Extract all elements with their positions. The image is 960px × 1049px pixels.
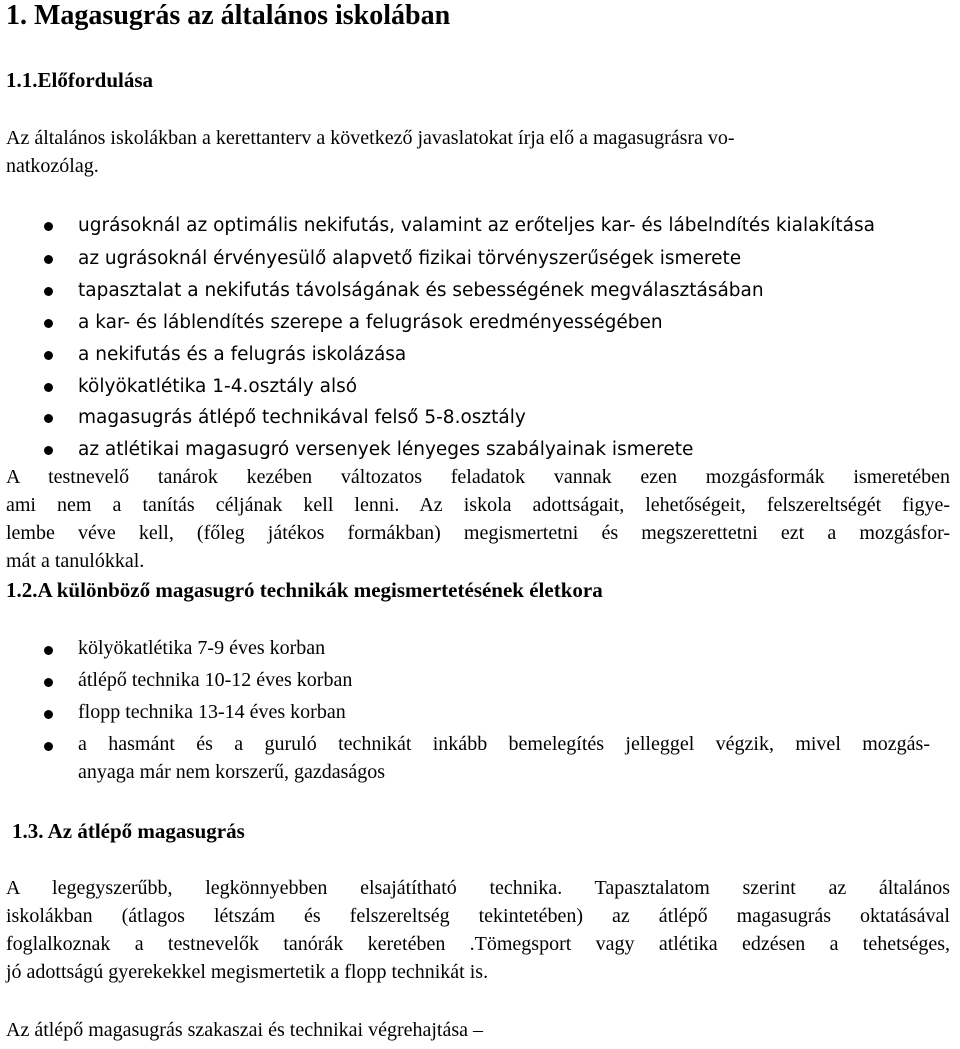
list-item: tapasztalat a nekifutás távolságának és sebességének megválasztásában [78,280,764,301]
list-item: az ugrásoknál érvényesülő alapvető fizikai törvényszerűségek ismerete [78,248,742,269]
list-item: az atlétikai magasugró versenyek lényeges szabályainak ismerete [78,439,694,460]
paragraph-line: ami nem a tanítás céljának kell lenni. Az iskola adottságait, lehetőségeit, felszereltségét figye- [6,494,950,516]
bullet-dot [44,742,53,751]
bullet-dot [44,646,53,655]
list-item: kölyökatlétika 1-4.osztály alsó [78,376,358,397]
list-item: flopp technika 13-14 éves korban [78,701,346,723]
paragraph-line: foglalkoznak a testnevelők tanórák keretében .Tömegsport vagy atlétika edzésen a tehetséges, [6,933,950,955]
list-item: a hasmánt és a guruló technikát inkább bemelegítés jelleggel végzik, mivel mozgás- [78,733,930,755]
list-item-continuation: anyaga már nem korszerű, gazdaságos [78,761,386,783]
bullet-dot [44,351,53,360]
list-item: a kar- és láblendítés szerepe a felugrások eredményességében [78,312,663,333]
list-item: a nekifutás és a felugrás iskolázása [78,344,407,365]
section-heading-1-3: 1.3. Az átlépő magasugrás [12,819,245,843]
paragraph-line: lembe véve kell, (főleg játékos formákban) megismertetni és megszerettetni ezt a mozgásfor- [6,522,950,544]
paragraph-line: mát a tanulókkal. [6,550,145,572]
bullet-dot [44,678,53,687]
paragraph-line: iskolákban (átlagos létszám és felszereltség tekintetében) az átlépő magasugrás oktatásával [6,905,950,927]
bullet-dot [44,383,53,392]
section-heading-1-1: 1.1.Előfordulása [6,68,154,92]
bullet-dot [44,446,53,455]
paragraph-line: A legegyszerűbb, legkönnyebben elsajátítható technika. Tapasztalatom szerint az általános [6,877,950,899]
list-item: kölyökatlétika 7-9 éves korban [78,637,326,659]
bullet-dot [44,414,53,423]
paragraph-line: A testnevelő tanárok kezében változatos feladatok vannak ezen mozgásformák ismeretében [6,466,950,488]
list-item: magasugrás átlépő technikával felső 5-8.osztály [78,407,526,428]
list-item: átlépő technika 10-12 éves korban [78,669,353,691]
bullet-dot [44,287,53,296]
paragraph-line: jó adottságú gyerekekkel megismertetik a flopp technikát is. [6,961,489,983]
section-heading-1-2: 1.2.A különböző magasugró technikák megismertetésének életkora [6,578,603,602]
bullet-dot [44,710,53,719]
bullet-dot [44,222,53,231]
closing-line: Az átlépő magasugrás szakaszai és technikai végrehajtása – [6,1019,484,1041]
intro-line-1: Az általános iskolákban a kerettanterv a következő javaslatokat írja elő a magasugrásra vo- [6,127,735,149]
bullet-dot [44,255,53,264]
page-title: 1. Magasugrás az általános iskolában [6,0,451,31]
bullet-dot [44,319,53,328]
list-item: ugrásoknál az optimális nekifutás, valamint az erőteljes kar- és lábelndítés kialakítása [78,215,875,236]
intro-line-2: natkozólag. [6,155,99,177]
